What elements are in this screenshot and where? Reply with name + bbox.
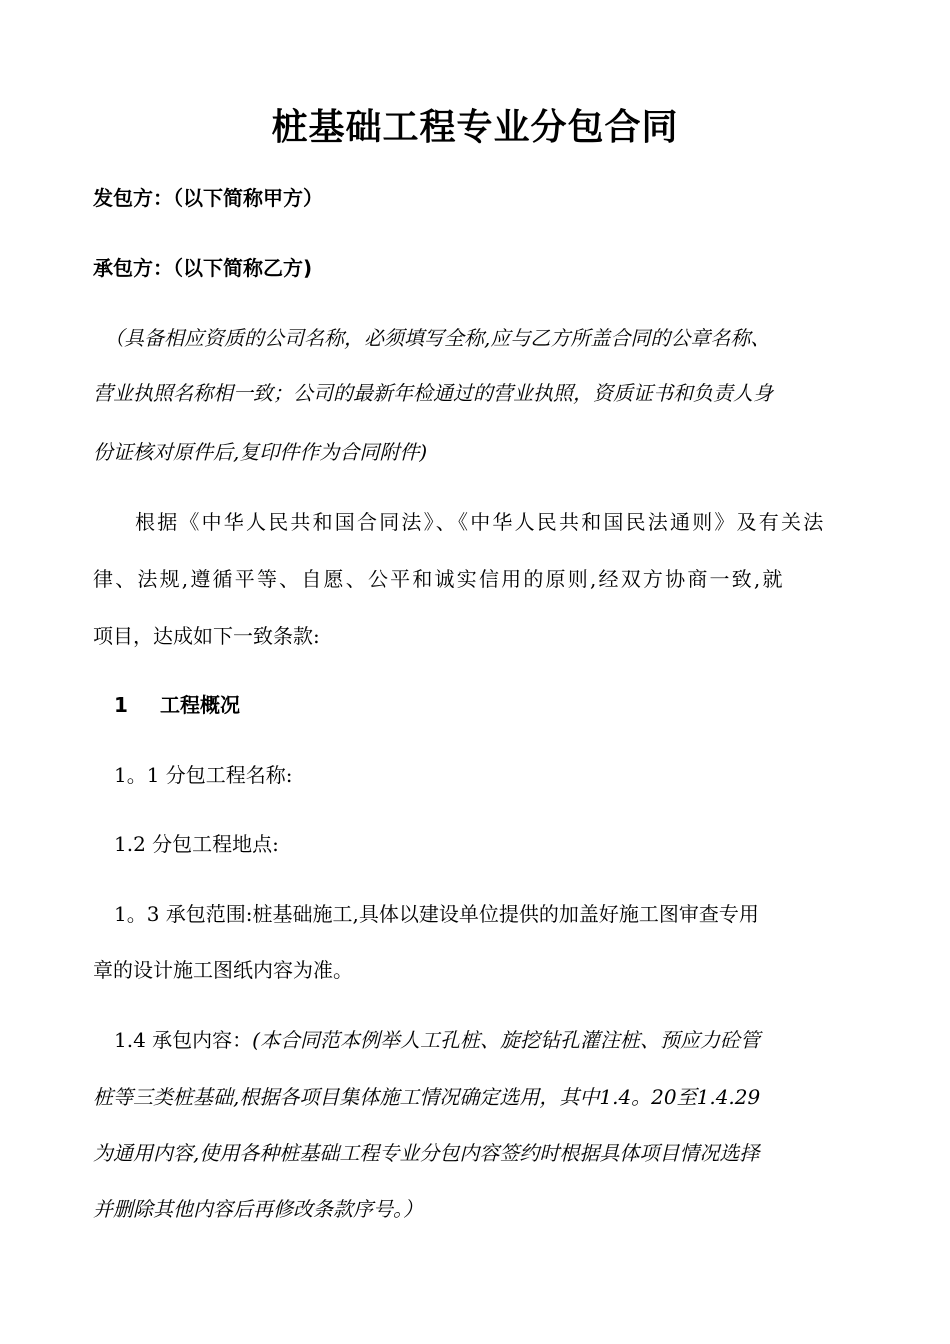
intro-line-1: 根据《中华人民共和国合同法》、《中华人民共和国民法通则》及有关法 xyxy=(135,510,826,534)
party-a-line: 发包方：（以下简称甲方） xyxy=(93,186,323,210)
clause-1-4-note-4: 并删除其他内容后再修改条款序号。） xyxy=(93,1197,423,1221)
qualification-note-line-3: 份证核对原件后,复印件作为合同附件) xyxy=(93,440,428,464)
clause-1-4-note-1: (本合同范本例举人工孔桩、旋挖钻孔灌注桩、预应力砼管 xyxy=(252,1028,760,1052)
clause-1-2: 1.2 分包工程地点: xyxy=(114,832,279,856)
qualification-note-line-2: 营业执照名称相一致；公司的最新年检通过的营业执照，资质证书和负责人身 xyxy=(93,381,773,405)
section-title: 工程概况 xyxy=(160,693,240,717)
party-b-line: 承包方：（以下简称乙方) xyxy=(93,256,313,280)
clause-1-4-label: 1.4 承包内容： xyxy=(114,1028,253,1052)
clause-1-3-line-2: 章的设计施工图纸内容为准。 xyxy=(93,958,353,982)
section-heading xyxy=(114,690,240,720)
clause-1-1: 1。1 分包工程名称: xyxy=(114,763,293,787)
clause-1-4-note-2: 桩等三类桩基础,根据各项目集体施工情况确定选用，其中1.4。20至1.4.29 xyxy=(93,1085,761,1109)
clause-1-4-line-1 xyxy=(114,1025,760,1055)
intro-line-2: 律、法规,遵循平等、自愿、公平和诚实信用的原则,经双方协商一致,就 xyxy=(93,567,785,591)
clause-1-4-note-3: 为通用内容,使用各种桩基础工程专业分包内容签约时根据具体项目情况选择 xyxy=(93,1141,760,1165)
document-title: 桩基础工程专业分包合同 xyxy=(271,106,679,148)
section-number: 1 xyxy=(114,693,128,717)
clause-1-3-line-1: 1。3 承包范围:桩基础施工,具体以建设单位提供的加盖好施工图审查专用 xyxy=(114,902,759,926)
qualification-note-line-1: （具备相应资质的公司名称，必须填写全称,应与乙方所盖合同的公章名称、 xyxy=(104,326,771,350)
intro-line-3: 项目，达成如下一致条款: xyxy=(93,624,320,648)
